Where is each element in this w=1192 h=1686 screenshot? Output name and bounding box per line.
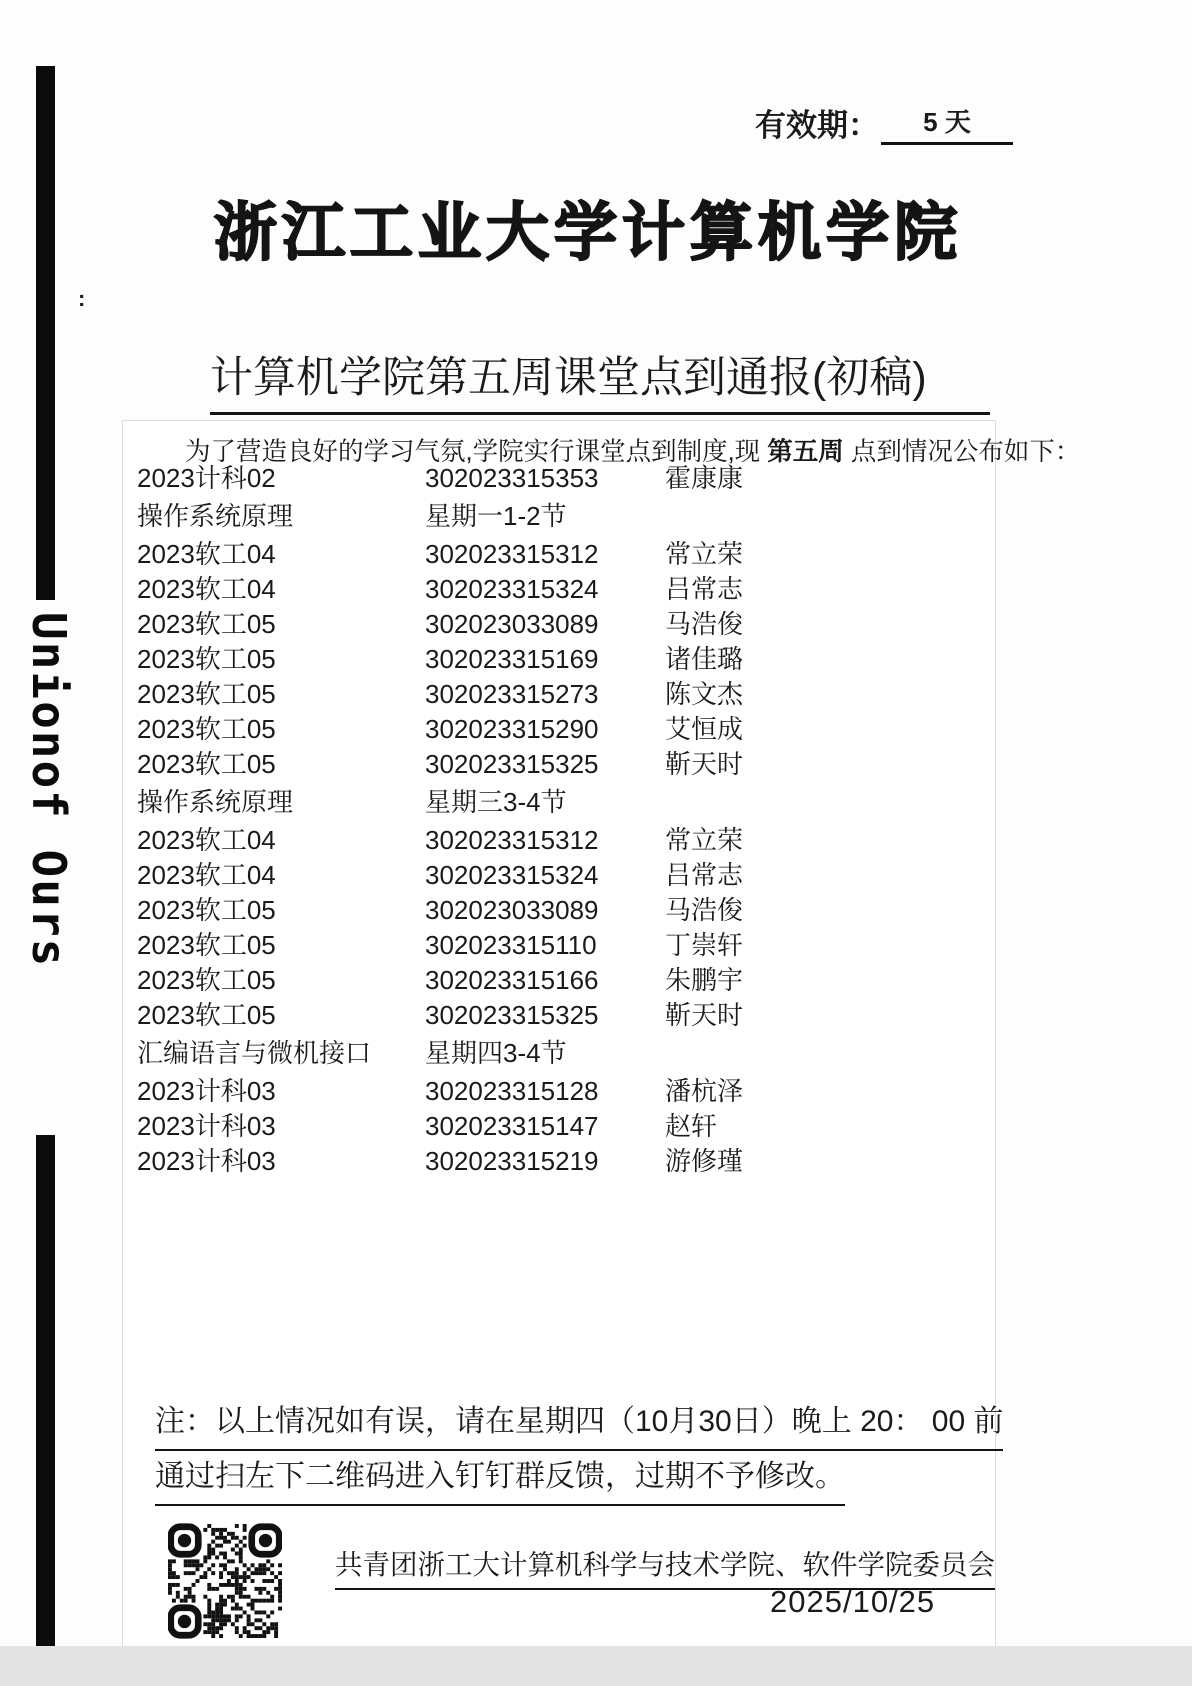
attendance-row: [137, 1109, 973, 1144]
attendance-table: [137, 461, 973, 1179]
course-section-row: [137, 1036, 973, 1071]
cell-name: 游修瑾: [665, 1146, 744, 1176]
cell-id: 302023315169: [425, 644, 599, 674]
cell-id: 302023315353: [425, 463, 599, 493]
cell-name: [665, 499, 973, 534]
attendance-row: [137, 461, 973, 496]
cell-class: 2023软工05: [137, 965, 276, 995]
cell-class: 2023软工05: [137, 930, 276, 960]
cell-id: 302023315312: [425, 539, 599, 569]
cell-name: 靳天时: [665, 1000, 744, 1030]
cell-name: 陈文杰: [665, 679, 744, 709]
cell-id: 302023033089: [425, 609, 599, 639]
cell-class: 2023软工05: [137, 714, 276, 744]
cell-class: 2023软工04: [137, 539, 276, 569]
left-vertical-bar-top: [36, 66, 55, 600]
footnote-line-1: 注：以上情况如有误，请在星期四（10月30日）晚上 20： 00 前: [155, 1396, 1003, 1451]
cell-class: 操作系统原理: [137, 501, 294, 531]
cell-id: 星期一1-2节: [425, 501, 567, 531]
cell-name: 霍康康: [665, 463, 744, 493]
cell-name: [665, 1036, 973, 1071]
cell-class: 2023计科03: [137, 1076, 276, 1106]
cell-id: 星期四3-4节: [425, 1038, 567, 1068]
footnote: [155, 1396, 1003, 1506]
left-vertical-bar-bottom: [36, 1135, 55, 1673]
validity-value: 5 天: [881, 102, 1013, 145]
validity-label: 有效期：: [755, 108, 879, 143]
attendance-row: [137, 893, 973, 928]
cell-id: 302023315219: [425, 1146, 599, 1176]
cell-name: 马浩俊: [665, 609, 744, 639]
attendance-row: [137, 1074, 973, 1109]
cell-class: 2023计科03: [137, 1111, 276, 1141]
cell-name: 常立荣: [665, 539, 744, 569]
cell-id: 302023315128: [425, 1076, 599, 1106]
attendance-row: [137, 928, 973, 963]
footnote-line-2: 通过扫左下二维码进入钉钉群反馈，过期不予修改。: [155, 1451, 845, 1506]
cell-id: 302023315325: [425, 1000, 599, 1030]
course-section-row: [137, 499, 973, 534]
cell-name: 吕常志: [665, 860, 744, 890]
attendance-row: [137, 858, 973, 893]
scan-edge-band: [0, 1646, 1192, 1686]
cell-class: 2023软工05: [137, 1000, 276, 1030]
cell-class: 2023软工05: [137, 749, 276, 779]
cell-id: 302023315312: [425, 825, 599, 855]
attendance-row: [137, 963, 973, 998]
report-title: 计算机学院第五周课堂点到通报(初稿): [210, 344, 990, 415]
attendance-row: [137, 747, 973, 782]
qr-code-icon: [168, 1521, 282, 1641]
cell-id: 302023315324: [425, 574, 599, 604]
cell-id: 302023315166: [425, 965, 599, 995]
cell-name: 诸佳璐: [665, 644, 744, 674]
cell-class: 汇编语言与微机接口: [137, 1038, 372, 1068]
cell-name: 艾恒成: [665, 714, 744, 744]
attendance-row: [137, 572, 973, 607]
cell-name: 朱鹏宇: [665, 965, 744, 995]
attendance-row: [137, 677, 973, 712]
cell-class: 操作系统原理: [137, 787, 294, 817]
attendance-row: [137, 1144, 973, 1179]
attendance-row: [137, 642, 973, 677]
cell-id: 302023315290: [425, 714, 599, 744]
cell-name: 潘杭泽: [665, 1076, 744, 1106]
cell-class: 2023软工04: [137, 574, 276, 604]
cell-id: 302023315324: [425, 860, 599, 890]
cell-class: 2023软工04: [137, 860, 276, 890]
attendance-row: [137, 712, 973, 747]
cell-class: 2023软工05: [137, 609, 276, 639]
cell-name: 赵轩: [665, 1111, 718, 1141]
stray-colon-mark: :: [78, 286, 86, 311]
attendance-row: [137, 607, 973, 642]
cell-class: 2023软工05: [137, 644, 276, 674]
attendance-row: [137, 998, 973, 1033]
cell-class: 2023计科02: [137, 463, 276, 493]
course-section-row: [137, 785, 973, 820]
intro-suffix: 点到情况公布如下：: [843, 438, 1081, 466]
cell-name: 常立荣: [665, 825, 744, 855]
cell-class: 2023软工05: [137, 679, 276, 709]
cell-class: 2023计科03: [137, 1146, 276, 1176]
cell-class: 2023软工04: [137, 825, 276, 855]
intro-prefix: 为了营造良好的学习气氛,学院实行课堂点到制度,现: [185, 438, 768, 466]
cell-name: 吕常志: [665, 574, 744, 604]
committee-signature: 共青团浙工大计算机科学与技术学院、软件学院委员会: [335, 1542, 995, 1590]
attendance-row: [137, 537, 973, 572]
cell-id: 302023315147: [425, 1111, 599, 1141]
cell-name: 丁崇轩: [665, 930, 744, 960]
intro-week-highlight: 第五周: [767, 438, 844, 466]
cell-name: 靳天时: [665, 749, 744, 779]
validity-field: [755, 100, 1013, 145]
cell-id: 星期三3-4节: [425, 787, 567, 817]
cell-id: 302023315325: [425, 749, 599, 779]
cell-id: 302023033089: [425, 895, 599, 925]
cell-class: 2023软工05: [137, 895, 276, 925]
cell-name: 马浩俊: [665, 895, 744, 925]
cell-id: 302023315110: [425, 930, 597, 960]
organization-title: 浙江工业大学计算机学院: [214, 198, 962, 268]
cell-id: 302023315273: [425, 679, 599, 709]
issue-date: 2025/10/25: [770, 1584, 936, 1619]
side-watermark-text: Unionof Ours: [22, 612, 76, 969]
cell-name: [665, 785, 973, 820]
attendance-row: [137, 823, 973, 858]
